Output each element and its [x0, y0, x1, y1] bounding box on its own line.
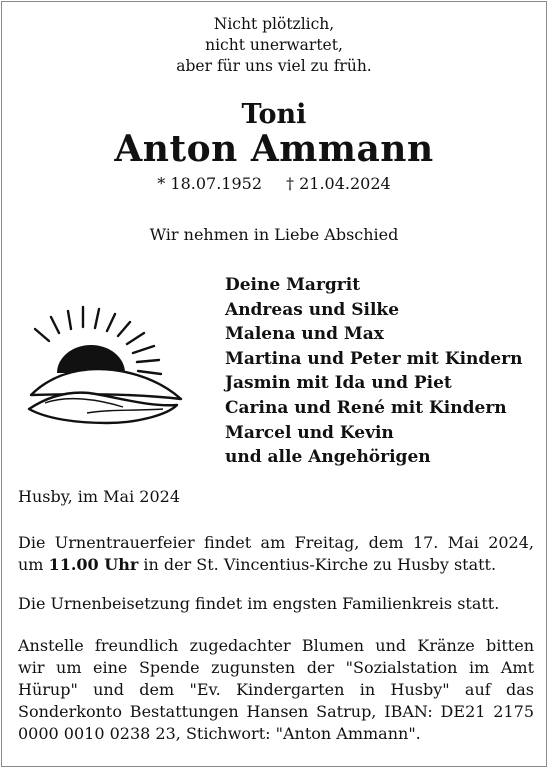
ceremony-text: um [18, 555, 49, 574]
place-date: Husby, im Mai 2024 [18, 487, 181, 506]
mourner-item: und alle Angehörigen [225, 447, 431, 468]
motto-line: Nicht plötzlich, [213, 15, 335, 33]
burial-paragraph [18, 593, 534, 615]
mourner-item: Jasmin mit Ida und Piet [225, 373, 452, 394]
mourner-item: Martina und Peter mit Kindern [225, 348, 523, 369]
donation-line: Anstelle freundlich zugedachter Blumen und Kränze bitten [18, 636, 534, 655]
death-date: † 21.04.2024 [286, 174, 391, 193]
ceremony-line: Die Urnentrauerfeier findet am Freitag, dem 17. Mai 2024, [18, 533, 534, 552]
mourner-item: Andreas und Silke [225, 299, 400, 320]
ceremony-time: 11.00 Uhr [48, 555, 139, 574]
ceremony-text: in der St. Vincentius-Kirche zu Husby statt. [138, 555, 497, 574]
mourner-item: Carina und René mit Kindern [225, 397, 507, 418]
donation-line: 0000 0010 0238 23, Stichwort: "Anton Ammann". [18, 724, 421, 743]
full-name: Anton Ammann [114, 128, 434, 170]
birth-date: * 18.07.1952 [157, 174, 262, 193]
donation-line: wir um eine Spende zugunsten der "Sozialstation im Amt [18, 658, 534, 677]
ceremony-paragraph [18, 532, 534, 576]
mourners-list [225, 273, 522, 470]
farewell-text: Wir nehmen in Liebe Abschied [149, 225, 399, 244]
first-name: Toni [241, 99, 307, 130]
motto [2, 14, 546, 77]
motto-line: nicht unerwartet, [205, 36, 343, 54]
motto-line: aber für uns viel zu früh. [176, 57, 372, 75]
sunset-illustration [27, 305, 187, 431]
mourner-item: Malena und Max [225, 324, 384, 345]
burial-line: Die Urnenbeisetzung findet im engsten Familienkreis statt. [18, 594, 500, 613]
ceremony-line [18, 554, 534, 576]
life-dates [2, 173, 546, 195]
obituary-card [1, 1, 547, 767]
donation-paragraph [18, 635, 534, 745]
mourner-item: Marcel und Kevin [225, 422, 394, 443]
donation-line: Sonderkonto Bestattungen Hansen Satrup, IBAN: DE21 2175 [18, 702, 534, 721]
donation-line: Hürup" und dem "Ev. Kindergarten in Husby" auf das [18, 680, 534, 699]
mourner-item: Deine Margrit [225, 275, 361, 295]
